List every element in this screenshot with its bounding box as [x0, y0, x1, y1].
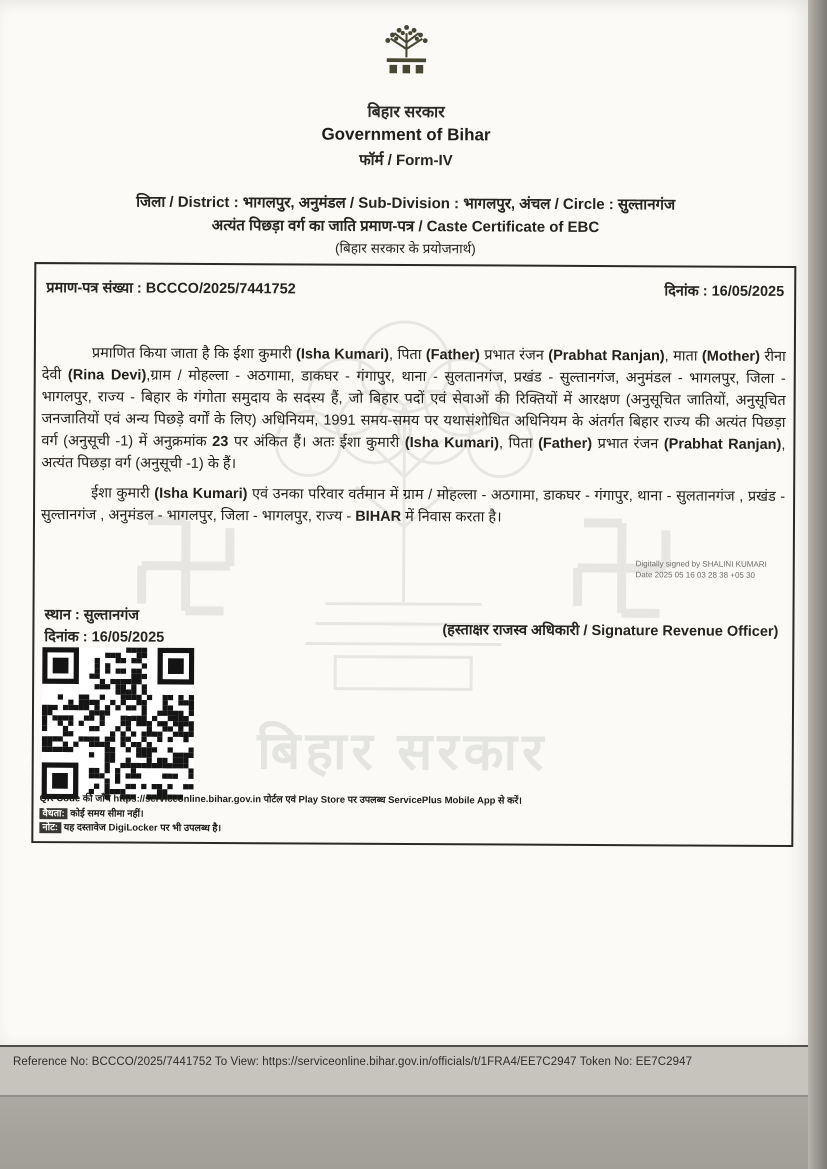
scan-footer-band	[0, 1045, 827, 1169]
validity-text: कोई समय सीमा नहीं।	[70, 807, 144, 820]
certificate-title: अत्यंत पिछड़ा वर्ग का जाति प्रमाण-पत्र / Caste Certificate of EBC	[211, 216, 600, 237]
org-name-hindi: बिहार सरकार	[367, 103, 445, 122]
reference-line: Reference No: BCCCO/2025/7441752 To View: https://serviceonline.bihar.gov.in/officials/t/1FRA4/EE7C2947 Token No: EE7C2947	[13, 1056, 693, 1068]
form-number-line: फॉर्म / Form-IV	[359, 151, 453, 170]
digital-signature-stamp	[636, 559, 767, 581]
footnotes	[39, 792, 522, 839]
issue-date: दिनांक : 16/05/2025	[664, 283, 785, 300]
validity-label: वैधता:	[39, 808, 67, 819]
revenue-officer-signature-line: (हस्ताक्षर राजस्व अधिकारी / Signature Revenue Officer)	[442, 622, 779, 640]
certificate-paragraph-1: प्रमाणित किया जाता है कि ईशा कुमारी (Isha Kumari), पिता (Father) प्रभात रंजन (Prabhat Ranjan), माता (Mother) रीना देवी (Rina Devi),ग्राम / मोहल्ला - अठगामा, डाकघर - गंगापुर, थाना - सुलतानगंज, प्रखंड - सुल्तानगंज, अनुमंडल - भागलपुर, जिला - भागलपुर, राज्य - बिहार के गंगोता समुदाय के सदस्य हैं, जो बिहार पदों एवं सेवाओं की रिक्तियों में आरक्षण (अनुसूचित जातियों, अनुसूचित जनजातियों एवं अन्य पिछड़े वर्गों के लिए) अधिनियम, 1991 समय-समय पर यथासंशोधित अधिनियम के अंतर्गत बिहार राज्य की अत्यंत पिछड़ा वर्ग (अनुसूची -1) में अनुक्रमांक 23 पर अंकित हैं। अतः ईशा कुमारी (Isha Kumari), पिता (Father) प्रभात रंजन (Prabhat Ranjan), अत्यंत पिछड़ा वर्ग (अनुसूची -1) के हैं।	[41, 345, 786, 473]
district-subdivision-circle-line: जिला / District : भागलपुर, अनुमंडल / Sub-Division : भागलपुर, अंचल / Circle : सुल्तानगंज	[136, 193, 676, 214]
place-line: स्थान : सुल्तानगंज	[44, 607, 140, 624]
certificate-body-frame	[31, 262, 796, 847]
certificate-paragraph-2: ईशा कुमारी (Isha Kumari) एवं उनका परिवार वर्तमान में ग्राम / मोहल्ला - अठगामा, डाकघर - गंगापुर, थाना - सुलतानगंज , प्रखंड - सुल्तानगंज , अनुमंडल - भागलपुर, जिला - भागलपुर, राज्य - BIHAR में निवास करता है।	[40, 485, 786, 526]
note-text: यह दस्तावेज DigiLocker पर भी उपलब्ध है।	[63, 822, 222, 835]
digital-signature-line1: Digitally signed by SHALINI KUMARI	[635, 559, 767, 569]
qr-code	[42, 647, 195, 800]
watermark-text: बिहार सरकार	[257, 722, 549, 782]
certificate-meta-row	[46, 277, 784, 301]
signature-date-line: दिनांक : 16/05/2025	[44, 629, 165, 646]
qr-instruction-line: QR Code की जाँच https://serviceonline.bihar.gov.in पोर्टल एवं Play Store पर उपलब्ध ServicePlus Mobile App से करें।	[39, 792, 522, 807]
bihar-emblem-icon	[2, 18, 810, 80]
scan-edge-shadow	[808, 0, 827, 1169]
certificate-number: प्रमाण-पत्र संख्या : BCCCO/2025/7441752	[46, 280, 296, 298]
org-name-english: Government of Bihar	[321, 124, 491, 145]
digital-signature-line2: Date 2025 05 16 03 28 38 +05 30	[635, 570, 756, 580]
note-line	[39, 821, 521, 838]
note-label: नोट:	[39, 822, 61, 833]
purpose-line: (बिहार सरकार के प्रयोजनार्थ)	[335, 240, 476, 257]
